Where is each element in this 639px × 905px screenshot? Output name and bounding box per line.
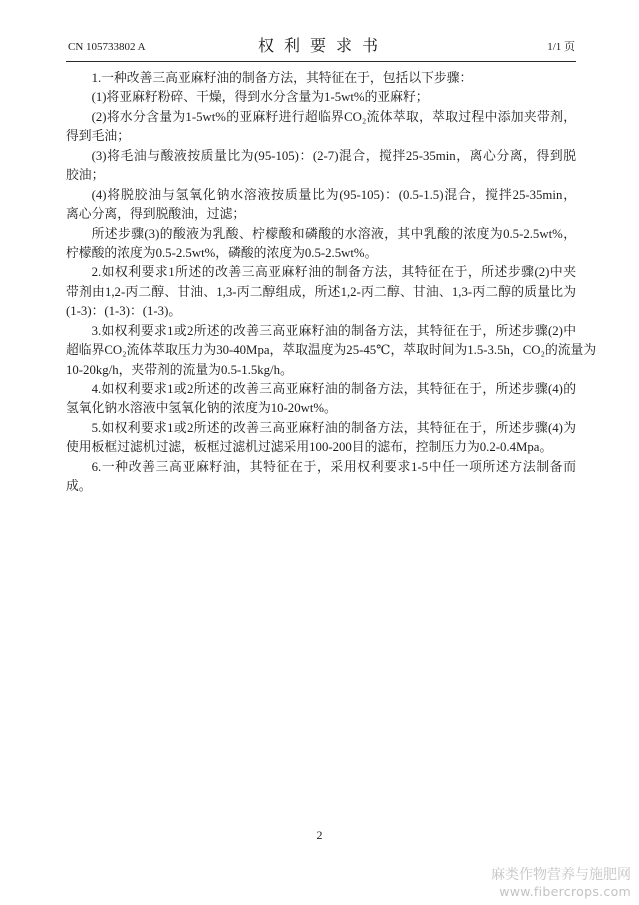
claim-text-line: (3)将毛油与酸液按质量比为(95-105)：(2-7)混合，搅拌25-35min，离心分离，得到脱 (91, 148, 576, 163)
claim-1-step-3 (66, 147, 576, 186)
claim-text-line: (2)将水分含量为1-5wt%的亚麻籽进行超临界CO₂流体萃取，萃取过程中添加夹带剂， (91, 109, 576, 124)
page-number: 2 (316, 828, 323, 842)
claim-1-step-1 (66, 88, 576, 107)
watermark (491, 867, 631, 900)
claims-body (66, 69, 597, 497)
claim-6 (66, 458, 576, 497)
claim-text-line: 成。 (66, 479, 92, 494)
claim-text-line: (1)将亚麻籽粉碎、干燥，得到水分含量为1-5wt%的亚麻籽； (91, 90, 429, 105)
claim-1-acid-note (66, 225, 576, 264)
claim-text-line: 柠檬酸的浓度为0.5-2.5wt%，磷酸的浓度为0.5-2.5wt%。 (66, 245, 378, 260)
claim-1-step-4 (66, 186, 576, 225)
claim-text-line: 10-20kg/h，夹带剂的流量为0.5-1.5kg/h。 (66, 362, 293, 377)
claim-text-line: 带剂由1,2-丙二醇、甘油、1,3-丙二醇组成，所述1,2-丙二醇、甘油、1,3-丙二醇的质量比为 (66, 284, 576, 299)
claim-text-line: 4.如权利要求1或2所述的改善三高亚麻籽油的制备方法，其特征在于，所述步骤(4)的 (91, 382, 576, 396)
watermark-site-name: 麻类作物营养与施肥网 (491, 867, 631, 883)
claim-text-line: 得到毛油； (66, 129, 130, 144)
claim-text-line: 3.如权利要求1或2所述的改善三高亚麻籽油的制备方法，其特征在于，所述步骤(2)中 (91, 323, 576, 338)
claim-text-line: 6.一种改善三高亚麻籽油，其特征在于，采用权利要求1-5中任一项所述方法制备而 (91, 459, 576, 474)
watermark-url: www.fibercrops.com (499, 884, 631, 899)
claim-text-line: 5.如权利要求1或2所述的改善三高亚麻籽油的制备方法，其特征在于，所述步骤(4)为 (91, 420, 576, 435)
page-indicator: 1/1 页 (547, 41, 575, 53)
claim-5 (66, 419, 576, 458)
claim-4 (66, 380, 576, 419)
claim-text-line: 离心分离，得到脱酸油，过滤； (66, 207, 246, 222)
claim-text-line: 1.一种改善三高亚麻籽油的制备方法，其特征在于，包括以下步骤： (91, 71, 473, 85)
claim-text-line: 胶油； (66, 168, 105, 183)
claim-text-line: (4)将脱胶油与氢氧化钠水溶液按质量比为(95-105)：(0.5-1.5)混合，搅拌25-35min， (91, 187, 576, 202)
claim-text-line: 2.如权利要求1所述的改善三高亚麻籽油的制备方法，其特征在于，所述步骤(2)中夹 (91, 265, 576, 280)
claim-1-step-2 (66, 108, 576, 147)
claim-text-line: 使用板框过滤机过滤，板框过滤机过滤采用100-200目的滤布，控制压力为0.2-0.4Mpa。 (66, 440, 553, 455)
header-divider (66, 61, 576, 62)
publication-number: CN 105733802 A (68, 41, 146, 53)
claim-1-preamble (66, 69, 576, 88)
claim-text-line: (1-3)：(1-3)：(1-3)。 (66, 304, 182, 319)
claim-text-line: 超临界CO₂流体萃取压力为30-40Mpa，萃取温度为25-45℃，萃取时间为1.5-3.5h，CO₂的流量为 (66, 343, 597, 358)
claim-text-line: 所述步骤(3)的酸液为乳酸、柠檬酸和磷酸的水溶液，其中乳酸的浓度为0.5-2.5wt%， (91, 226, 576, 241)
document-title: 权 利 要 求 书 (257, 38, 381, 55)
claim-text-line: 氢氧化钠水溶液中氢氧化钠的浓度为10-20wt%。 (66, 401, 337, 416)
claim-2 (66, 263, 576, 321)
claim-3 (66, 322, 597, 380)
